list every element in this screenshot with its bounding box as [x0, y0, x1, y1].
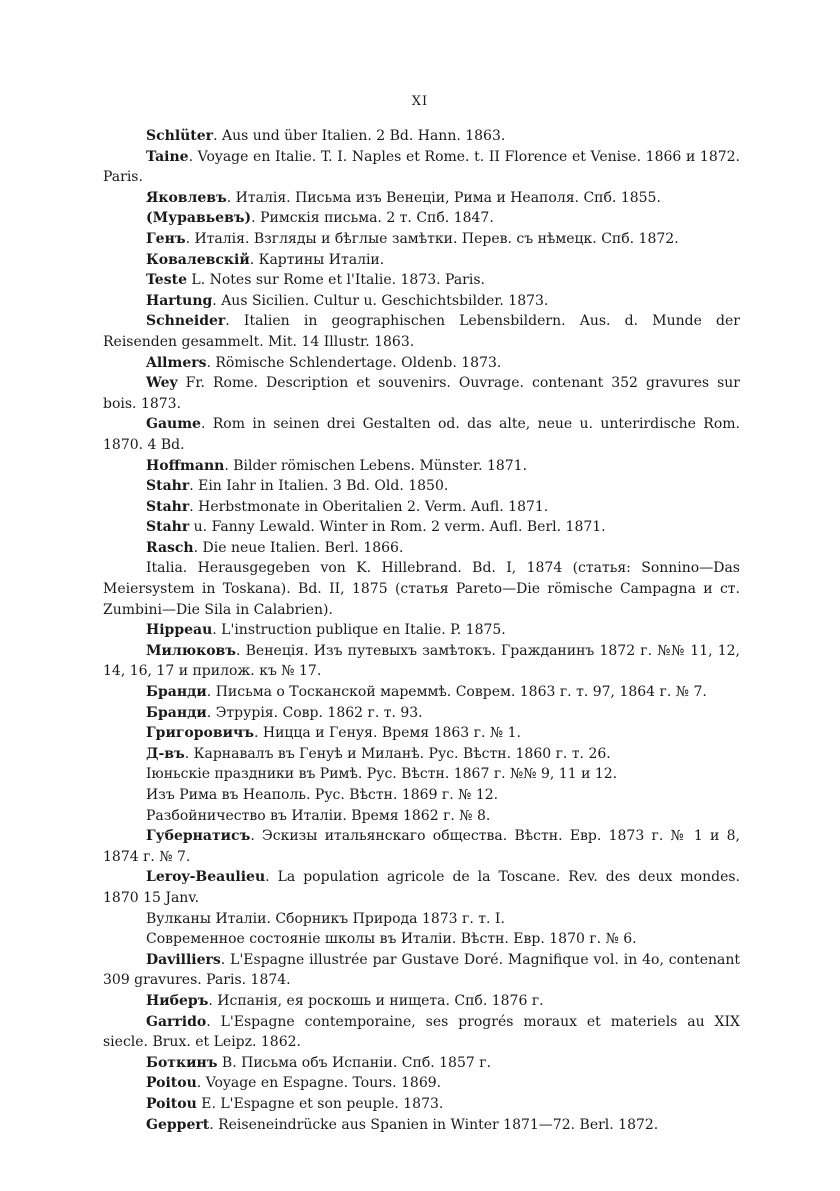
bibliography-entry [103, 1094, 740, 1115]
entry-author: Ниберъ [146, 992, 209, 1009]
entry-text: . Die neue Italien. Berl. 1866. [193, 539, 404, 556]
bibliography-entry [103, 353, 740, 374]
entry-author: Poitou [146, 1075, 197, 1092]
bibliography-entry [103, 373, 740, 414]
bibliography-entry [103, 641, 740, 682]
entry-author: Яковлевъ [146, 189, 227, 206]
bibliography-entry [103, 1012, 740, 1053]
entry-author: Григоровичъ [146, 725, 254, 742]
bibliography-entry [103, 1073, 740, 1094]
entry-author: Бранди [146, 684, 207, 701]
bibliography-entry [103, 250, 740, 271]
entry-text: . Римскія письма. 2 т. Спб. 1847. [251, 210, 494, 227]
entry-text: . Römische Schlendertage. Oldenb. 1873. [206, 354, 502, 371]
entry-author: Д-въ [146, 745, 185, 762]
entry-text: . Ницца и Генуя. Время 1863 г. № 1. [253, 725, 521, 742]
bibliography-entry [103, 208, 740, 229]
entry-author: Poitou [146, 1095, 197, 1112]
bibliography-entry [103, 456, 740, 477]
entry-text: . L'Espagne illustrée par Gustave Doré. Magnifique vol. in 4o, contenant 309 gravures. Paris. 1874. [103, 951, 740, 989]
entry-author: Stahr [146, 478, 190, 495]
bibliography-entry [103, 1115, 740, 1136]
bibliography-entry [103, 270, 740, 291]
bibliography-entry [103, 517, 740, 538]
bibliography-entry [103, 188, 740, 209]
entry-author: Davilliers [146, 951, 221, 968]
entry-author: Hoffmann [146, 457, 225, 474]
entry-text: Современное состояніе школы въ Италіи. Вѣстн. Евр. 1870 г. № 6. [146, 931, 637, 948]
entry-text: Вулканы Италіи. Сборникъ Природа 1873 г. т. I. [146, 910, 505, 927]
bibliography-entry [103, 929, 740, 950]
bibliography-entry [103, 497, 740, 518]
entry-author: Боткинъ [146, 1054, 218, 1071]
entry-text: . Венеція. Изъ путевыхъ замѣтокъ. Гражданинъ 1872 г. №№ 11, 12, 14, 16, 17 и прилож. къ № 17. [103, 642, 740, 680]
entry-text: . Этрурія. Совр. 1862 г. т. 93. [206, 704, 423, 721]
bibliography-entry [103, 744, 740, 765]
bibliography-entry [103, 785, 740, 806]
entry-text: . Herbstmonate in Oberitalien 2. Verm. Aufl. 1871. [189, 498, 549, 515]
entry-text: . Bilder römischen Lebens. Münster. 1871. [224, 457, 528, 474]
bibliography-entry [103, 682, 740, 703]
bibliography-entry [103, 538, 740, 559]
entry-author: Stahr [146, 519, 190, 536]
entry-author: Бранди [146, 704, 207, 721]
bibliography-entry [103, 476, 740, 497]
bibliography-entry [103, 723, 740, 744]
entry-text: . Ein Iahr in Italien. 3 Bd. Old. 1850. [189, 478, 449, 495]
bibliography-entry [103, 909, 740, 930]
entry-text: . Aus Sicilien. Cultur u. Geschichtsbilder. 1873. [212, 292, 549, 309]
entry-author: Allmers [146, 354, 207, 371]
entry-text: Fr. Rome. Description et souvenirs. Ouvrage. contenant 352 gravures sur bois. 1873. [103, 375, 740, 412]
entry-text: . Картины Италіи. [249, 251, 385, 268]
entry-author: Rasch [146, 539, 194, 556]
entry-text: . Italien in geographischen Lebensbildern. Aus. d. Munde der Reisenden gesammelt. Mit. 14 Illustr. 1863. [103, 313, 740, 350]
bibliography-entry [103, 126, 740, 147]
entry-author: Teste [146, 272, 187, 289]
bibliography-entry [103, 1053, 740, 1074]
entry-text: . Voyage en Espagne. Tours. 1869. [196, 1075, 442, 1092]
entry-text: . Aus und über Italien. 2 Bd. Hann. 1863. [213, 128, 506, 144]
bibliography-entry [103, 414, 740, 455]
entry-text: . L'Espagne contemporaine, ses progrés moraux et materiels au XIX siecle. Brux. et Leipz. 1862. [103, 1013, 740, 1051]
entry-author: Garrido [146, 1013, 207, 1030]
entry-text: u. Fanny Lewald. Winter in Rom. 2 verm. Aufl. Berl. 1871. [189, 519, 606, 536]
entry-author: Stahr [146, 498, 190, 515]
entry-author: Gaume [146, 416, 201, 433]
entry-text: . L'instruction publique en Italie. P. 1875. [212, 622, 506, 639]
entry-author: Taine [146, 148, 189, 165]
bibliography-entry [103, 764, 740, 785]
bibliography-entry [103, 291, 740, 312]
entry-text: . Reiseneindrücke aus Spanien in Winter 1871—72. Berl. 1872. [209, 1116, 659, 1133]
entry-text: Разбойничество въ Италіи. Время 1862 г. № 8. [146, 807, 491, 824]
bibliography-entry [103, 311, 740, 352]
entry-text: . Письма о Тосканской мареммѣ. Соврем. 1863 г. т. 97, 1864 г. № 7. [206, 684, 707, 701]
entry-author: Губернатисъ [146, 828, 251, 845]
bibliography-entry [103, 147, 740, 188]
entry-author: Милюковъ [146, 642, 237, 659]
entry-text: E. L'Espagne et son peuple. 1873. [196, 1095, 444, 1112]
entry-author: Geppert [146, 1116, 210, 1133]
entry-author: Hartung [146, 292, 213, 309]
entry-text: . Карнавалъ въ Генуѣ и Миланѣ. Рус. Вѣстн. 1860 г. т. 26. [184, 745, 611, 762]
entry-author: Schlüter [146, 128, 214, 144]
entry-author: Ковалевскій [146, 251, 250, 268]
entry-text: . Эскизы итальянскаго общества. Вѣстн. Евр. 1873 г. № 1 и 8, 1874 г. № 7. [103, 828, 740, 865]
bibliography-entry [103, 558, 740, 620]
entry-text: . Voyage en Italie. T. I. Naples et Rome. t. II Florence et Venise. 1866 и 1872. Paris. [103, 148, 740, 186]
entry-author: Hippeau [146, 622, 213, 639]
bibliography-entry [103, 703, 740, 724]
entry-author: Schneider [146, 313, 226, 330]
entry-author: Генъ [146, 230, 186, 247]
entry-text: . Италія. Письма изъ Венеціи, Рима и Неаполя. Спб. 1855. [226, 189, 661, 206]
bibliography-entry [103, 991, 740, 1012]
bibliography-entry [103, 867, 740, 908]
entry-author: Wey [146, 375, 178, 392]
entry-text: L. Notes sur Rome et l'Italie. 1873. Paris. [186, 272, 485, 289]
entry-text: . Италія. Взгляды и бѣглые замѣтки. Перев. съ нѣмецк. Спб. 1872. [185, 230, 679, 247]
entry-text: Изъ Рима въ Неаполь. Рус. Вѣстн. 1869 г. № 12. [146, 787, 499, 803]
bibliography-entry [103, 620, 740, 641]
bibliography-entry [103, 806, 740, 827]
bibliography-entry [103, 826, 740, 867]
entry-text: . Испанія, ея роскошь и нищета. Спб. 1876 г. [208, 992, 544, 1009]
page-number: XI [411, 94, 429, 109]
entry-text: . Rom in seinen drei Gestalten od. das alte, neue u. unterirdische Rom. 1870. 4 Bd. [103, 416, 740, 453]
bibliography-list [103, 126, 740, 1135]
entry-text: . La population agricole de la Toscane. Rev. des deux mondes. 1870 15 Janv. [103, 869, 740, 906]
entry-author: Leroy-Beaulieu [146, 869, 266, 886]
entry-author: (Муравьевъ) [146, 210, 252, 227]
entry-text: Italia. Herausgegeben von K. Hillebrand. Bd. I, 1874 (статья: Sonnino—Das Meiersystem in Toskana). Bd. II, 1875 (статья Pareto—Die römische Campagna и ст. Zumbini—Die Sila in Calabrien). [103, 560, 740, 618]
bibliography-entry [103, 229, 740, 250]
entry-text: В. Письма объ Испаніи. Спб. 1857 г. [217, 1054, 492, 1071]
entry-text: Іюньскіе праздники въ Римѣ. Рус. Вѣстн. 1867 г. №№ 9, 11 и 12. [146, 766, 618, 783]
bibliography-entry [103, 950, 740, 991]
